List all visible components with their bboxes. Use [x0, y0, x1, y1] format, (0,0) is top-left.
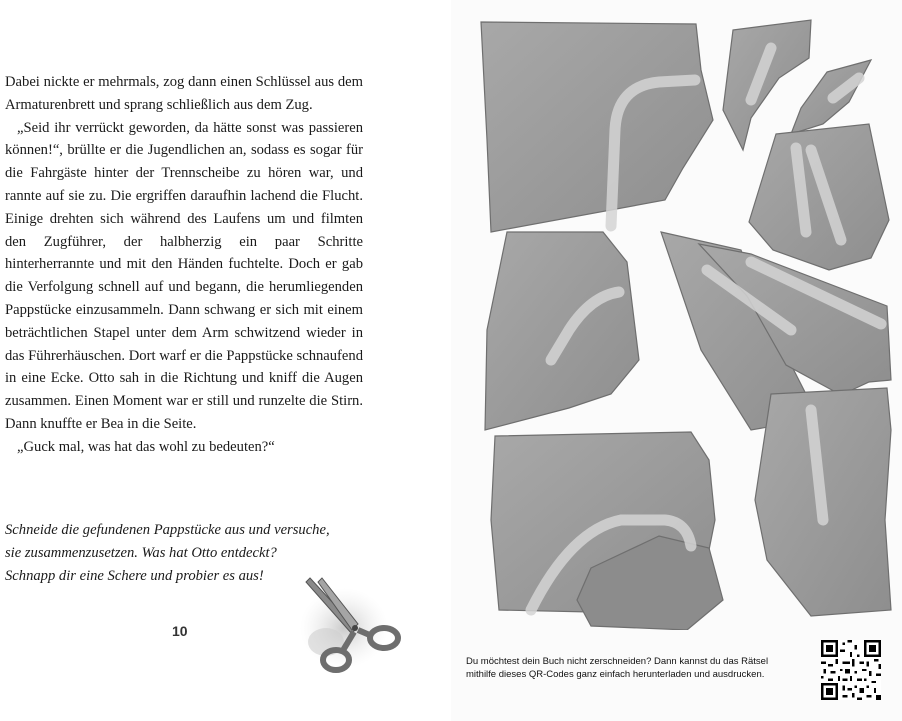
- puzzle-piece-4: [749, 124, 889, 270]
- right-page: [451, 0, 902, 721]
- print-hint: Du möchtest dein Buch nicht zerschneiden? Dann kannst du das Rätsel mithilfe dieses QR-Codes ganz einfach herunterladen und ausdrucken.: [466, 656, 769, 680]
- puzzle-piece-1: [481, 22, 713, 232]
- story-text: [5, 71, 363, 459]
- paragraph-1: Dabei nickte er mehrmals, zog dann einen Schlüssel aus dem Armaturenbrett und sprang schließlich aus dem Zug.: [5, 74, 363, 113]
- task-line-1: Schneide die gefundenen Pappstücke aus und versuche,: [5, 522, 330, 538]
- qr-code-icon[interactable]: [821, 640, 881, 700]
- scissors-icon: [296, 572, 416, 684]
- cardboard-pieces: [451, 0, 902, 630]
- task-line-2: sie zusammenzusetzen. Was hat Otto entdeckt?: [5, 544, 277, 561]
- page-number: 10: [172, 623, 188, 639]
- paragraph-3: „Guck mal, was hat das wohl zu bedeuten?“: [17, 438, 275, 455]
- puzzle-task: [5, 519, 345, 587]
- task-line-3: Schnapp dir eine Schere und probier es aus!: [5, 567, 264, 584]
- paragraph-2: „Seid ihr verrückt geworden, da hätte sonst was passieren können!“, brüllte er die Jugendlichen an, sodass es sogar für die Fahrgäste hinter der Trennscheibe zu hören war, und rannte auf sie zu. Die ergriffen daraufhin lachend die Flucht. Einige drehten sich während des Laufens um und filmten den Zugführer, der halbherzig ein paar Schritte hinterherrannte und mit den Händen fuchtelte. Doch er gab die Verfolgung schnell auf und begann, die herumliegenden Pappstücke einzusammeln. Dann schwang er sich mit einem beträchtlichen Stapel unter dem Arm schwitzend wieder in das Führerhäuschen. Dort warf er die Pappstücke schnaufend in eine Ecke. Otto sah in die Richtung und kniff die Augen zusammen. Einen Moment war er still und runzelte die Stirn. Dann knuffte er Bea in die Seite.: [5, 119, 363, 432]
